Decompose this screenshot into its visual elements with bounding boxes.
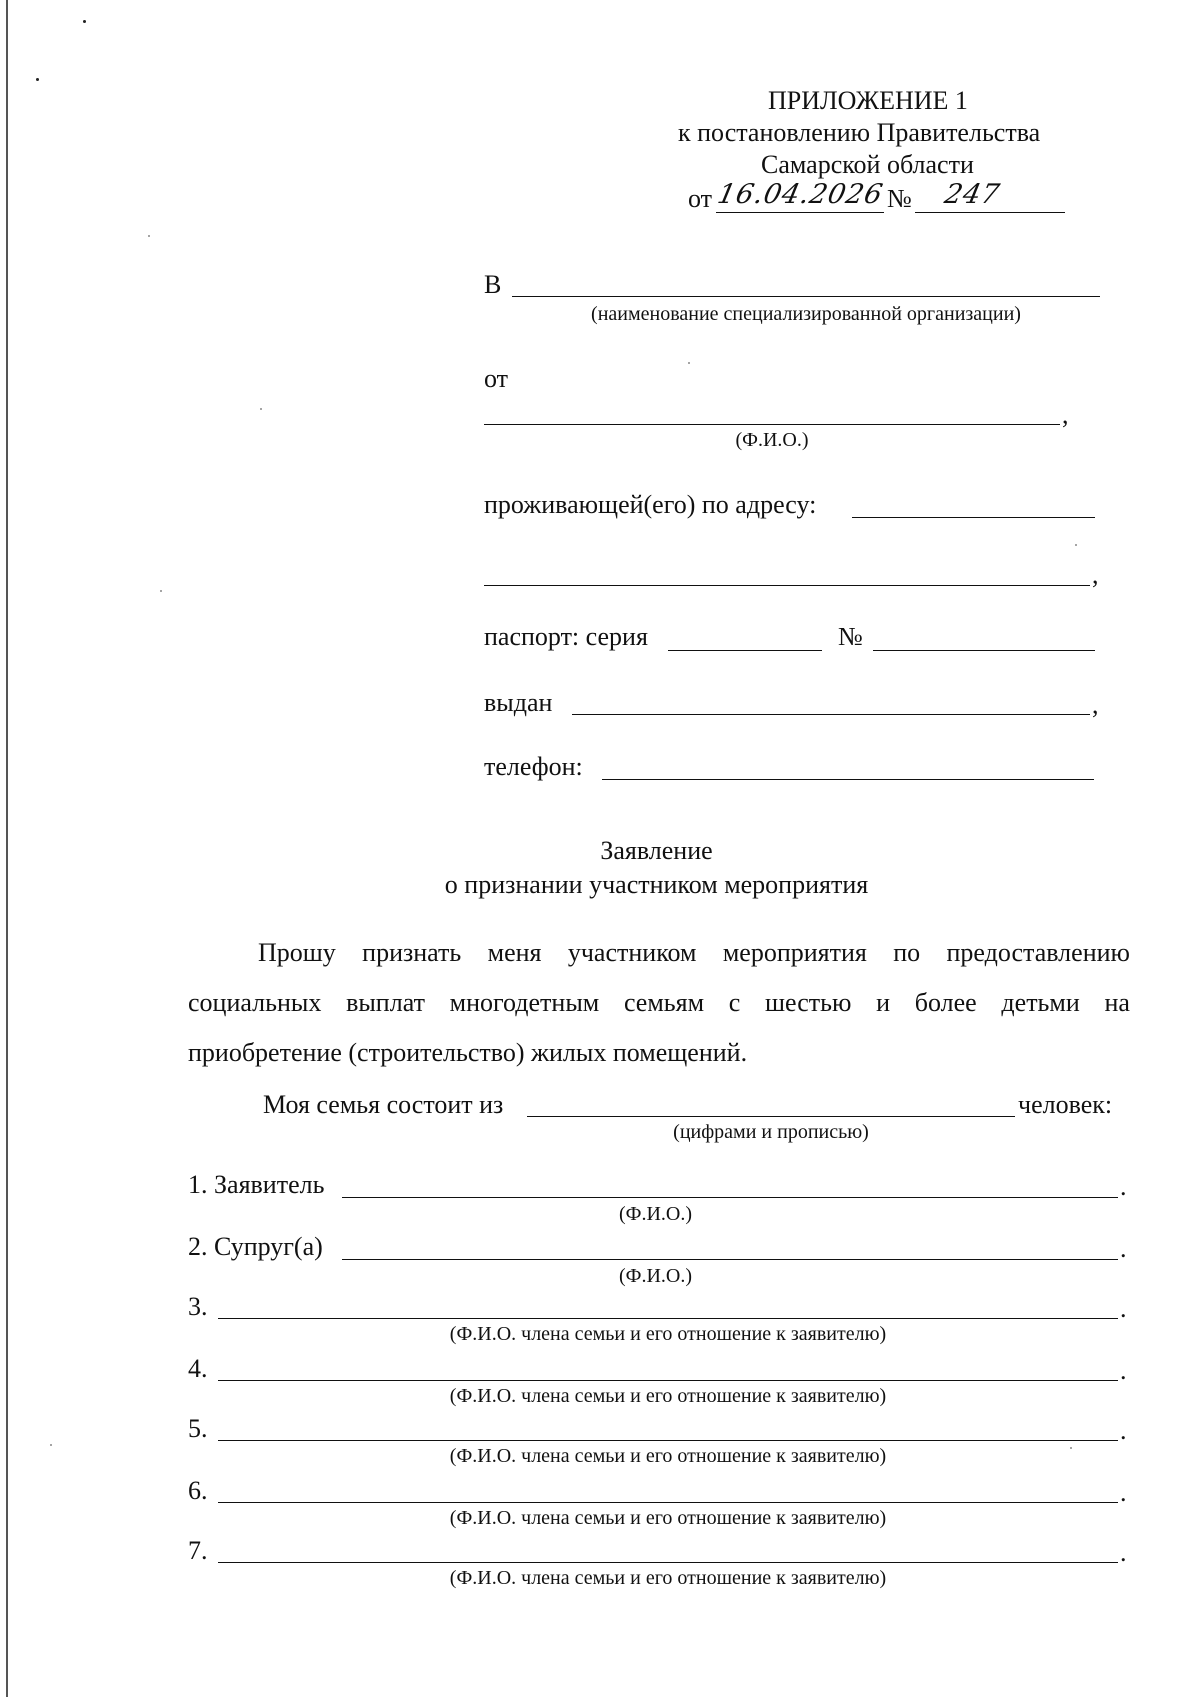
to-label: В — [484, 270, 502, 299]
member-caption: (Ф.И.О. члена семьи и его отношение к заявителю) — [449, 1385, 887, 1407]
member-label: 6. — [188, 1476, 208, 1505]
body-word: более — [914, 988, 977, 1017]
fio-caption: (Ф.И.О.) — [735, 429, 809, 451]
body-line-2 — [188, 988, 1130, 1018]
member-field[interactable] — [218, 1502, 1118, 1503]
address-comma: , — [1092, 560, 1099, 589]
body-word: с — [728, 988, 741, 1017]
member-end-dot: . — [1120, 1172, 1127, 1201]
region-line: Самарской области — [761, 150, 974, 179]
member-end-dot: . — [1120, 1234, 1127, 1263]
phone-field[interactable] — [602, 779, 1094, 780]
member-end-dot: . — [1120, 1356, 1127, 1385]
issued-by-field[interactable] — [572, 714, 1090, 715]
member-label: 2. Супруг(а) — [188, 1232, 323, 1261]
member-end-dot: . — [1120, 1478, 1127, 1507]
body-word: социальных — [188, 988, 322, 1017]
passport-series-field[interactable] — [668, 650, 822, 651]
handwritten-date: 16.04.2026 — [714, 179, 886, 210]
address-label: проживающей(его) по адресу: — [484, 490, 817, 519]
body-word: меня — [487, 938, 542, 967]
fio-comma: , — [1062, 400, 1069, 429]
address-field-line2[interactable] — [484, 585, 1090, 586]
phone-label: телефон: — [484, 752, 583, 781]
body-line-3: приобретение (строительство) жилых помещений. — [188, 1038, 748, 1067]
member-label: 1. Заявитель — [188, 1170, 325, 1199]
member-label: 7. — [188, 1536, 208, 1565]
issued-label: выдан — [484, 688, 553, 717]
passport-number-field[interactable] — [873, 650, 1095, 651]
from-label: от — [484, 364, 509, 393]
member-label: 3. — [188, 1292, 208, 1321]
passport-number-sign: № — [838, 622, 863, 651]
member-caption: (Ф.И.О. члена семьи и его отношение к заявителю) — [449, 1445, 887, 1467]
scan-speck — [36, 78, 39, 81]
body-word: Прошу — [258, 938, 336, 967]
body-word: признать — [362, 938, 462, 967]
body-word: и — [876, 988, 891, 1017]
body-word: по — [893, 938, 921, 967]
family-size-suffix: человек: — [1018, 1090, 1113, 1119]
family-size-caption: (цифрами и прописью) — [673, 1121, 869, 1143]
member-caption: (Ф.И.О. члена семьи и его отношение к заявителю) — [449, 1323, 887, 1345]
body-word: детьми — [1001, 988, 1080, 1017]
handwritten-number: 247 — [941, 179, 1003, 210]
issued-comma: , — [1092, 690, 1099, 719]
body-word: на — [1104, 988, 1130, 1017]
statement-subtitle: о признании участником мероприятия — [444, 870, 869, 899]
body-word: участником — [567, 938, 697, 967]
member-field[interactable] — [342, 1197, 1118, 1198]
scan-speck — [148, 235, 150, 237]
address-field-line1[interactable] — [852, 517, 1095, 518]
date-underline — [716, 212, 884, 213]
body-word: семьям — [623, 988, 705, 1017]
member-caption: (Ф.И.О.) — [618, 1265, 692, 1287]
applicant-fio-field[interactable] — [484, 424, 1060, 425]
member-caption: (Ф.И.О. члена семьи и его отношение к заявителю) — [449, 1507, 887, 1529]
member-field[interactable] — [218, 1380, 1118, 1381]
organization-field[interactable] — [512, 296, 1100, 297]
scan-speck — [50, 1444, 52, 1446]
body-word: мероприятия — [722, 938, 867, 967]
scan-speck — [688, 362, 690, 364]
scan-speck — [160, 590, 162, 592]
member-caption: (Ф.И.О. члена семьи и его отношение к заявителю) — [449, 1567, 887, 1589]
scan-speck — [260, 408, 262, 410]
number-sign: № — [887, 184, 912, 213]
body-line-1 — [258, 938, 1130, 968]
member-end-dot: . — [1120, 1294, 1127, 1323]
resolution-line: к постановлению Правительства — [678, 118, 1041, 147]
member-field[interactable] — [218, 1318, 1118, 1319]
member-field[interactable] — [342, 1259, 1118, 1260]
body-word: шестью — [765, 988, 852, 1017]
member-end-dot: . — [1120, 1416, 1127, 1445]
member-label: 4. — [188, 1354, 208, 1383]
passport-label: паспорт: серия — [484, 622, 648, 651]
member-label: 5. — [188, 1414, 208, 1443]
member-field[interactable] — [218, 1562, 1118, 1563]
family-size-field[interactable] — [527, 1116, 1015, 1117]
body-word: многодетным — [449, 988, 600, 1017]
member-caption: (Ф.И.О.) — [618, 1203, 692, 1225]
scan-speck — [83, 20, 86, 23]
member-end-dot: . — [1120, 1538, 1127, 1567]
body-word: выплат — [346, 988, 425, 1017]
family-size-prefix: Моя семья состоит из — [263, 1090, 504, 1119]
number-underline — [915, 212, 1065, 213]
member-field[interactable] — [218, 1440, 1118, 1441]
appendix-title: ПРИЛОЖЕНИЕ 1 — [768, 86, 968, 115]
organization-caption: (наименование специализированной организации) — [591, 303, 1021, 325]
scan-speck — [1075, 544, 1077, 546]
body-word: предоставлению — [946, 938, 1130, 967]
statement-title: Заявление — [600, 836, 713, 865]
date-prefix: от — [688, 184, 713, 213]
